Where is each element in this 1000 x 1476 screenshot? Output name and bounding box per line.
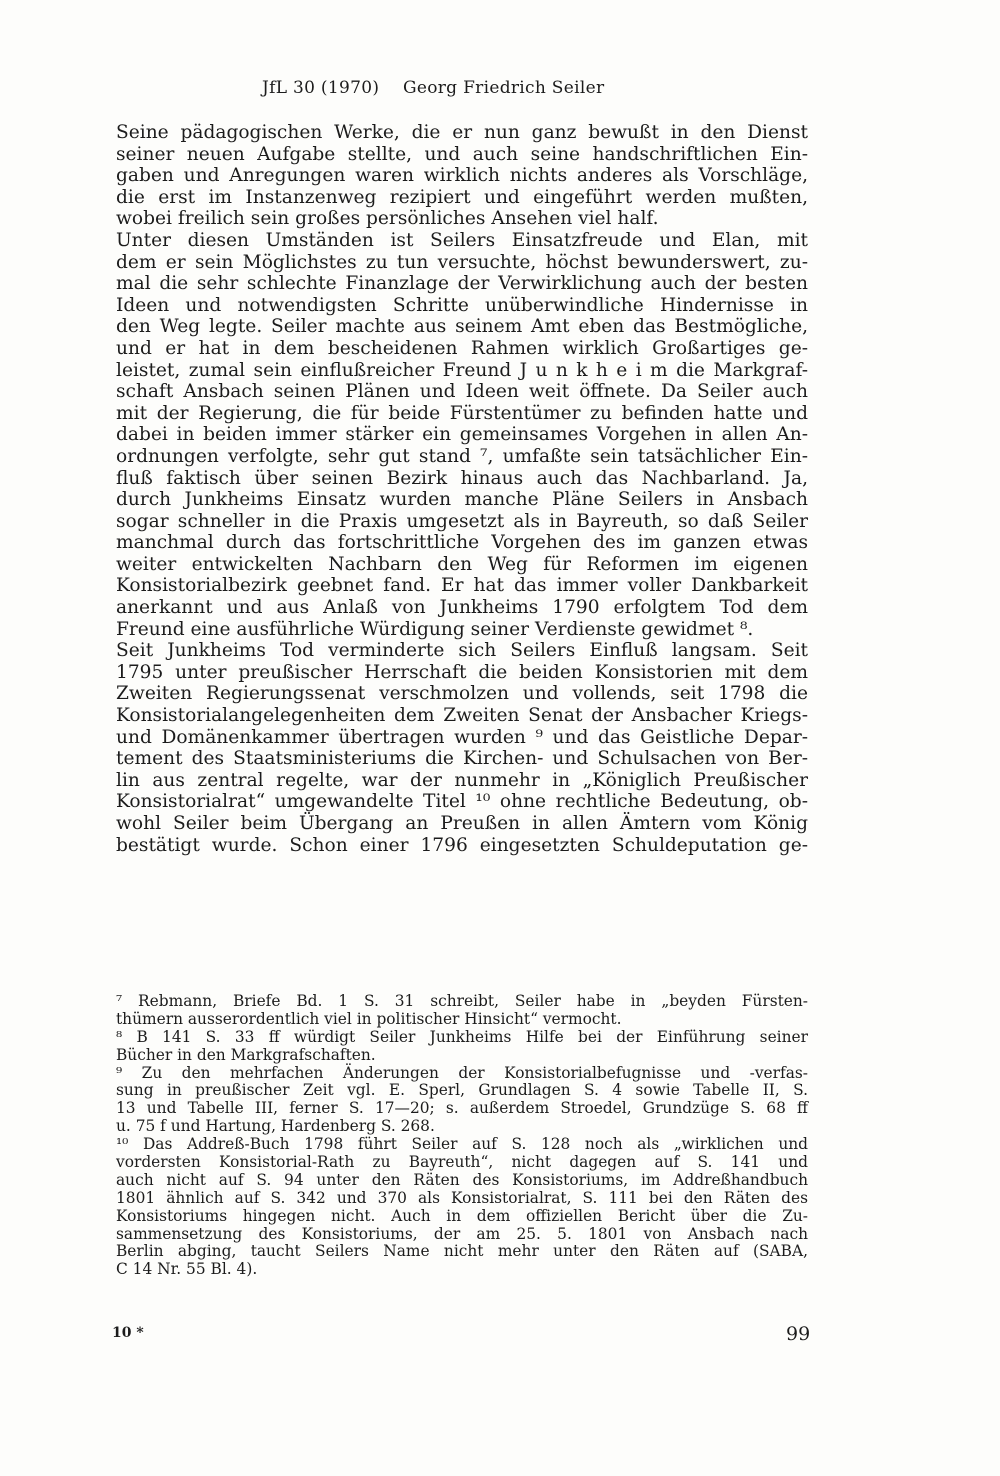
- footnote-line: 13 und Tabelle III, ferner S. 17—20; s. außerdem Stroedel, Grundzüge S. 68 ff: [116, 1099, 808, 1118]
- body-line: wobei freilich sein großes persönliches Ansehen viel half.: [116, 208, 659, 230]
- body-line: Konsistorialangelegenheiten dem Zweiten Senat der Ansbacher Kriegs-: [116, 705, 808, 727]
- body-line: 1795 unter preußischer Herrschaft die beiden Konsistorien mit dem: [116, 661, 808, 683]
- body-line: und Domänenkammer übertragen wurden ⁹ und das Geistliche Depar-: [116, 726, 808, 748]
- footnote-line: ⁸ B 141 S. 33 ff würdigt Seiler Junkheims Hilfe bei der Einführung seiner: [116, 1027, 808, 1046]
- body-line: leistet, zumal sein einflußreicher Freund J u n k h e i m die Markgraf-: [116, 359, 808, 381]
- body-line: Seine pädagogischen Werke, die er nun ganz bewußt in den Dienst: [116, 122, 808, 143]
- body-line: sogar schneller in die Praxis umgesetzt als in Bayreuth, so daß Seiler: [116, 510, 808, 532]
- body-line: lin aus zentral regelte, war der nunmehr in „Königlich Preußischer: [116, 769, 808, 791]
- body-line: Zweiten Regierungssenat verschmolzen und vollends, seit 1798 die: [116, 683, 808, 705]
- body-line: manchmal durch das fortschrittliche Vorgehen des im ganzen etwas: [116, 532, 808, 554]
- footnote-line: Berlin abging, taucht Seilers Name nicht mehr unter den Räten auf (SABA,: [116, 1242, 808, 1261]
- footnote-line: vordersten Konsistorial-Rath zu Bayreuth“, nicht dagegen auf S. 141 und: [116, 1153, 808, 1172]
- footnote-line: thümern ausserordentlich viel in politischer Hinsicht“ vermocht.: [116, 1009, 622, 1028]
- body-line: schaft Ansbach seinen Plänen und Ideen weit öffnete. Da Seiler auch: [116, 381, 808, 403]
- body-line: durch Junkheims Einsatz wurden manche Pläne Seilers in Ansbach: [116, 489, 808, 511]
- body-line: den Weg legte. Seiler machte aus seinem Amt eben das Bestmögliche,: [116, 316, 808, 338]
- body-line: ordnungen verfolgte, sehr gut stand ⁷, umfaßte sein tatsächlicher Ein-: [116, 445, 808, 467]
- footnote-line: u. 75 f und Hartung, Hardenberg S. 268.: [116, 1117, 435, 1136]
- body-line: Konsistorialbezirk geebnet fand. Er hat das immer voller Dankbarkeit: [116, 575, 808, 597]
- body-line: mal die sehr schlechte Finanzlage der Verwirklichung auch der besten: [116, 273, 808, 295]
- body-line: dem er sein Möglichstes zu tun versuchte, höchst bewunderswert, zu-: [116, 251, 808, 273]
- running-head-author: Georg Friedrich Seiler: [402, 78, 605, 98]
- body-line: Konsistorialrat“ umgewandelte Titel ¹⁰ ohne rechtliche Bedeutung, ob-: [116, 791, 808, 813]
- footnote-line: ⁹ Zu den mehrfachen Änderungen der Konsistorialbefugnisse und -verfas-: [116, 1063, 808, 1082]
- footnote-line: Bücher in den Markgrafschaften.: [116, 1045, 376, 1064]
- footnote-line: sung in preußischer Zeit vgl. E. Sperl, Grundlagen S. 4 sowie Tabelle II, S.: [116, 1081, 808, 1100]
- footnote-line: Konsistoriums hingegen nicht. Auch in dem offiziellen Bericht über die Zu-: [116, 1206, 808, 1225]
- footnote-line: C 14 Nr. 55 Bl. 4).: [116, 1260, 258, 1279]
- footnote-line: ⁷ Rebmann, Briefe Bd. 1 S. 31 schreibt, Seiler habe in „beyden Fürsten-: [116, 992, 808, 1010]
- body-line: mit der Regierung, die für beide Fürstentümer zu befinden hatte und: [116, 402, 808, 424]
- signature-mark: 10 *: [112, 1325, 144, 1341]
- body-line: dabei in beiden immer stärker ein gemeinsames Vorgehen in allen An-: [116, 424, 808, 446]
- body-line: fluß faktisch über seinen Bezirk hinaus auch das Nachbarland. Ja,: [116, 467, 808, 489]
- body-line: anerkannt und aus Anlaß von Junkheims 1790 erfolgtem Tod dem: [116, 597, 808, 619]
- body-line: gaben und Anregungen waren wirklich nichts anderes als Vorschläge,: [116, 165, 808, 187]
- running-head-journal: JfL 30 (1970): [262, 78, 380, 98]
- body-line: seiner neuen Aufgabe stellte, und auch seine handschriftlichen Ein-: [116, 143, 808, 165]
- footnote-line: 1801 ähnlich auf S. 342 und 370 als Konsistorialrat, S. 111 bei den Räten des: [116, 1188, 808, 1207]
- body-text: [116, 122, 808, 856]
- body-line: wohl Seiler beim Übergang an Preußen in allen Ämtern vom König: [116, 813, 808, 834]
- body-line: Seit Junkheims Tod verminderte sich Seilers Einfluß langsam. Seit: [116, 640, 808, 662]
- body-line: und er hat in dem bescheidenen Rahmen wirklich Großartiges ge-: [116, 337, 808, 359]
- footnote-line: ¹⁰ Das Addreß-Buch 1798 führt Seiler auf S. 128 noch als „wirklichen und: [116, 1135, 808, 1154]
- body-line: tement des Staatsministeriums die Kirchen- und Schulsachen von Ber-: [116, 748, 808, 770]
- body-line: Unter diesen Umständen ist Seilers Einsatzfreude und Elan, mit: [116, 229, 808, 251]
- page-number: 99: [786, 1323, 811, 1345]
- body-line: Ideen und notwendigsten Schritte unüberwindliche Hindernisse in: [116, 294, 808, 316]
- footnote-line: auch nicht auf S. 94 unter den Räten des Konsistoriums, im Addreßhandbuch: [116, 1170, 808, 1189]
- body-line: Freund eine ausführliche Würdigung seiner Verdienste gewidmet ⁸.: [116, 618, 754, 640]
- body-line: bestätigt wurde. Schon einer 1796 eingesetzten Schuldeputation ge-: [116, 834, 808, 856]
- body-line: weiter entwickelten Nachbarn den Weg für Reformen im eigenen: [116, 553, 808, 575]
- footnotes: [116, 993, 808, 1279]
- footnote-line: sammensetzung des Konsistoriums, der am 25. 5. 1801 von Ansbach nach: [116, 1224, 808, 1243]
- body-line: die erst im Instanzenweg rezipiert und eingeführt werden mußten,: [116, 186, 808, 208]
- running-head: [262, 78, 682, 98]
